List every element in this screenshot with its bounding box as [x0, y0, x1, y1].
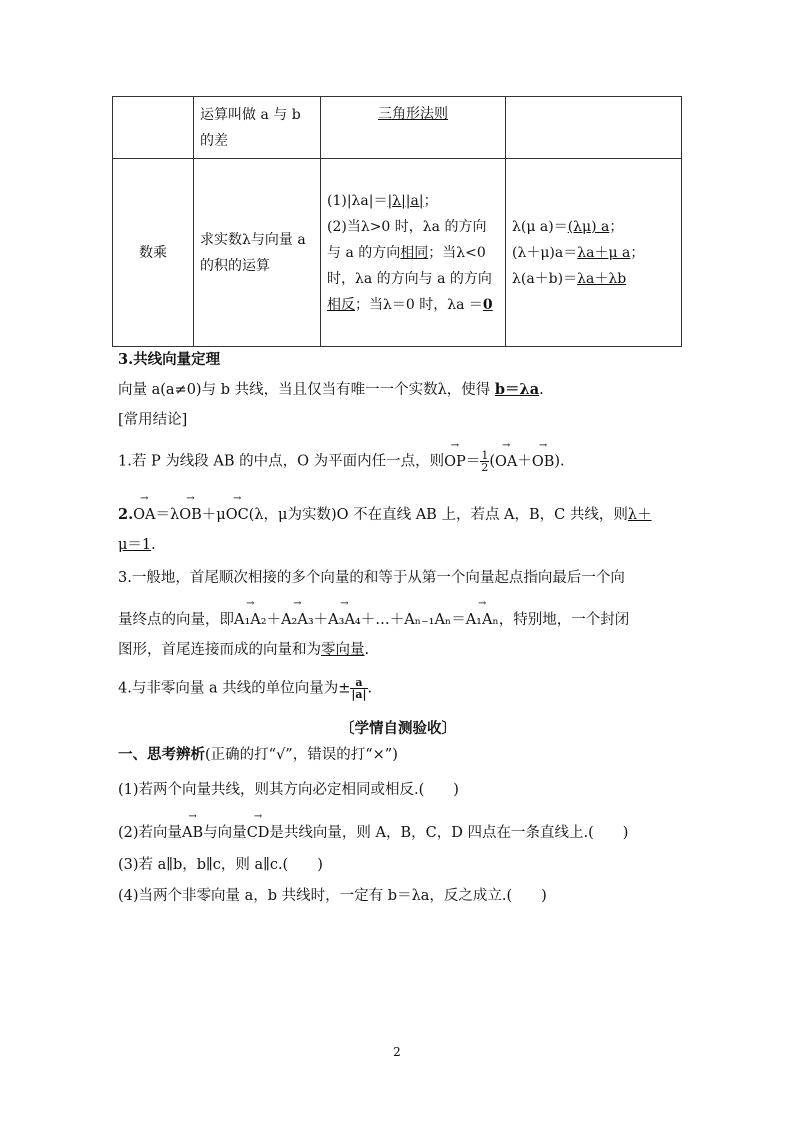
text: . [364, 642, 370, 658]
answer-text: λa＋λb [577, 270, 627, 287]
table-cell [321, 159, 506, 347]
answer-text: 相同 [400, 244, 429, 261]
conclusion-2-cont [118, 535, 156, 555]
think-heading [118, 745, 398, 765]
table-cell [506, 97, 682, 159]
text: (λ＋μ)a＝ [512, 244, 578, 261]
conclusions-heading: [常用结论] [118, 412, 188, 428]
vector-operations-table [112, 96, 682, 347]
cell-line [327, 188, 499, 214]
table-row [113, 159, 682, 347]
text: . [539, 382, 544, 398]
conclusion-3-line1: 3.一般地，首尾顺次相接的多个向量的和等于从第一个向量起点指向最后一个向 [118, 570, 625, 586]
text: ；当λ＝0 时，λa ＝ [355, 296, 483, 313]
table-cell [506, 159, 682, 347]
text: . [151, 537, 156, 553]
heading-text: 一、思考辨析 [118, 746, 205, 763]
answer-text: (λμ) a [567, 218, 610, 235]
page-number: 2 [393, 1045, 401, 1059]
text: ＋…＋ [360, 612, 405, 628]
text: ＋μ [201, 507, 226, 523]
text: ). [554, 453, 565, 470]
denominator: 2 [481, 461, 489, 474]
vector-a1a2: → A₁A₂ [234, 610, 267, 630]
text: ＋ [313, 612, 329, 628]
table-cell: 数乘 [113, 159, 194, 347]
text: ＋ [517, 453, 532, 470]
vector-a1an: → A₁Aₙ [466, 610, 499, 630]
conclusion-3-line3 [118, 640, 369, 660]
text: ＝ [451, 612, 466, 628]
text: 1.若 P 为线段 AB 的中点，O 为平面内任一点，则 [118, 453, 445, 470]
text: (λ，μ为实数)O 不在直线 AB 上，若点 A，B，C 共线，则 [248, 507, 628, 523]
question-2 [118, 823, 628, 843]
text: 与向量 [203, 825, 247, 841]
answer-text: λ＋ [627, 507, 652, 523]
denominator: |a| [351, 688, 367, 701]
text: (1)|λa|＝ [327, 192, 388, 209]
answer-text: λa＋μ a [577, 244, 631, 261]
fraction-unit-vector [350, 677, 367, 700]
text: 是共线向量，则 A，B，C，D 四点在一条直线上.( ) [269, 825, 629, 841]
answer-text: 零向量 [321, 642, 365, 658]
text: (2)当λ>0 时，λa 的方向与 a 的方向 [327, 218, 487, 261]
text: ( [489, 453, 495, 470]
cell-line [327, 214, 499, 318]
section-badge: 〔 学情自测验收 〕 [338, 717, 458, 738]
vector-a3a4: → A₃A₄ [328, 610, 361, 630]
vector-ob: → OB [179, 505, 202, 525]
vector-a2a3: → A₂A₃ [281, 610, 314, 630]
text: 图形，首尾连接而成的向量和为 [118, 642, 321, 658]
vector-oc: → OC [226, 505, 249, 525]
table-row [113, 97, 682, 159]
text: λ(a＋b)＝ [512, 270, 578, 287]
conclusion-3-line2 [118, 610, 629, 630]
question-1: (1)若两个向量共线，则其方向必定相同或相反.( ) [118, 782, 459, 798]
numerator: a [350, 677, 367, 689]
question-3: (3)若 a∥b，b∥c，则 a∥c.( ) [118, 857, 323, 873]
text: 量终点的向量，即 [118, 612, 234, 628]
vector-oa: → OA [495, 452, 517, 472]
conclusion-4 [118, 677, 372, 700]
answer-text: |λ||a| [387, 192, 424, 209]
table-cell [321, 97, 506, 159]
text: ；当λ<0 时，λa 的方向与 a 的方向 [327, 244, 492, 287]
answer-text: 相反 [327, 296, 355, 313]
vector-an-1an: Aₙ₋₁Aₙ [404, 612, 452, 628]
cell-line [512, 214, 675, 240]
answer-text: 0 [482, 296, 493, 313]
text: ＝ [465, 453, 481, 470]
text: λ(μ a)＝ [512, 218, 568, 235]
table-cell [113, 97, 194, 159]
question-4: (4)当两个非零向量 a，b 共线时，一定有 b＝λa，反之成立.( ) [118, 888, 547, 904]
vector-ab: → AB [182, 823, 203, 843]
answer-text: μ＝1 [118, 537, 152, 553]
vector-ob: → OB [532, 452, 555, 472]
conclusion-2: 2.→ OA＝λ→ OB＋μ→ OC(λ，μ为实数)O 不在直线 AB 上，若点 A，B，C 共线，则λ＋ [118, 505, 652, 525]
text: . [367, 680, 373, 697]
table-cell: 运算叫做 a 与 b 的差 [194, 97, 321, 159]
text: ＋ [266, 612, 282, 628]
conclusion-1 [118, 450, 565, 473]
table-cell: 求实数λ与向量 a 的积的运算 [194, 159, 321, 347]
fraction-one-half [480, 450, 489, 473]
vector-cd: → CD [247, 823, 270, 843]
section-title: 3.共线向量定理 [118, 351, 221, 368]
cell-line [512, 266, 675, 292]
numerator: 1 [481, 449, 489, 462]
answer-text: 三角形法则 [378, 106, 448, 122]
text: ； [630, 244, 645, 261]
text: ＝λ [155, 507, 180, 523]
text: 向量 a(a≠0)与 b 共线，当且仅当有唯一一个实数λ，使得 [118, 382, 495, 398]
cell-line [512, 240, 675, 266]
theorem-text [118, 380, 544, 400]
answer-text: b＝λa [494, 381, 540, 398]
vector-oa: → OA [133, 505, 155, 525]
text: 4.与非零向量 a 共线的单位向量为± [118, 680, 351, 697]
text: ； [423, 192, 438, 209]
text: ，特别地，一个封闭 [498, 612, 630, 628]
text: (正确的打“√”，错误的打“×”) [205, 747, 398, 763]
text: (2)若向量 [118, 825, 183, 841]
text: ； [609, 218, 624, 235]
vector-op: → OP [444, 452, 466, 472]
